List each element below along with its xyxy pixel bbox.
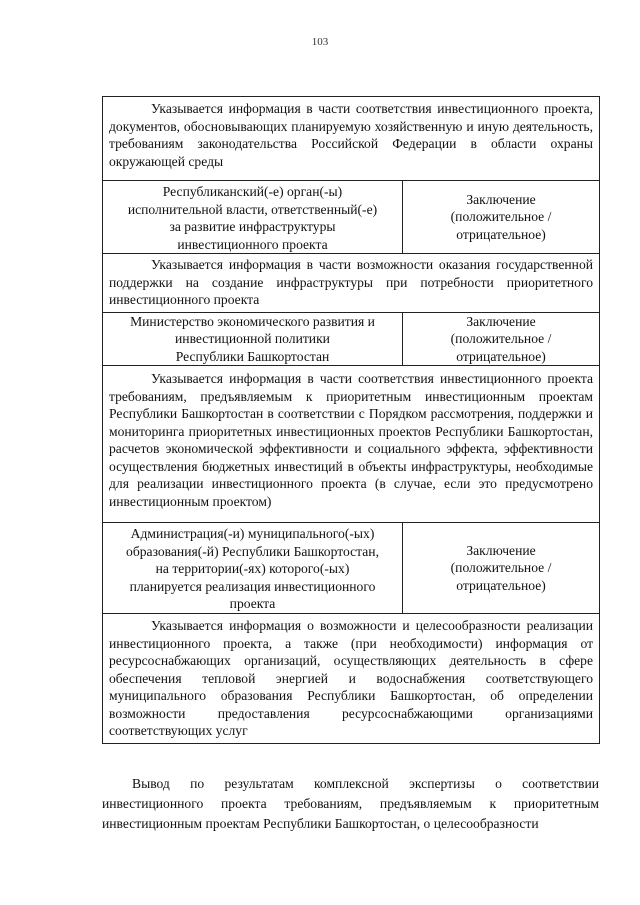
municipal-administration-cell bbox=[103, 523, 403, 614]
municipal-line-1: Администрация(-и) муниципального(-ых) bbox=[130, 526, 375, 541]
ministry-cell bbox=[103, 312, 403, 366]
info-row-resource-supply bbox=[103, 614, 600, 744]
republican-authority-cell bbox=[103, 181, 403, 254]
info-priority-requirements-text: Указывается информация в части соответствия инвестиционного проекта требованиям, предъявляемым к приоритетным инвестиционным проектам Республики Башкортостан в соответствии с Порядком рассмотрения, поддержки и мониторинга приоритетных инвестиционных проектов Республики Башкортостан, расчетов экономической эффективности и социального эффекта, эффективности осуществления бюджетных инвестиций в объекты инфраструктуры, необходимые для реализации инвестиционного проекта (в случае, если это предусмотрено инвестиционным проектом) bbox=[103, 366, 600, 523]
expertise-form-table bbox=[102, 96, 600, 744]
conclusion-negative: отрицательное) bbox=[456, 577, 546, 593]
conclusion-paragraph: Вывод по результатам комплексной экспертизы о соответствии инвестиционного проекта требованиям, предъявляемым к приоритетным инвестиционным проектам Республики Башкортостан, о целесообразности bbox=[102, 775, 599, 831]
municipal-line-4: планируется реализация инвестиционного bbox=[129, 578, 376, 594]
ministry-line-2: инвестиционной политики bbox=[175, 331, 330, 346]
conclusion-positive: (положительное / bbox=[450, 560, 552, 576]
conclusion-label: Заключение bbox=[466, 191, 536, 207]
conclusion-cell-ministry bbox=[403, 312, 600, 366]
municipal-line-2: образования(-й) Республики Башкортостан, bbox=[126, 543, 379, 559]
authority-row-ministry bbox=[103, 312, 600, 366]
conclusion-label: Заключение bbox=[466, 313, 536, 329]
municipal-line-5: проекта bbox=[229, 596, 276, 611]
republican-authority-line-2: исполнительной власти, ответственный(-е) bbox=[127, 201, 378, 217]
municipal-line-3: на территории(-ях) которого(-ых) bbox=[155, 561, 350, 576]
info-row-state-support bbox=[103, 254, 600, 313]
authority-row-municipal bbox=[103, 523, 600, 614]
conclusion-negative: отрицательное) bbox=[456, 348, 546, 364]
page-number: 103 bbox=[311, 36, 329, 48]
info-state-support-text: Указывается информация в части возможности оказания государственной поддержки на создание инфраструктуры при потребности приоритетного инвестиционного проекта bbox=[103, 254, 600, 313]
ministry-line-3: Республики Башкортостан bbox=[175, 348, 330, 364]
conclusion-label: Заключение bbox=[466, 542, 536, 558]
conclusion-cell-municipal bbox=[403, 523, 600, 614]
conclusion-positive: (положительное / bbox=[450, 209, 552, 225]
conclusion-cell-republican bbox=[403, 181, 600, 254]
info-environment-text: Указывается информация в части соответствия инвестиционного проекта, документов, обосновывающих планируемую хозяйственную и иную деятельность, требованиям законодательства Российской Федерации в области охраны окружающей среды bbox=[103, 97, 600, 181]
info-resource-supply-text: Указывается информация о возможности и целесообразности реализации инвестиционного проекта, а также (при необходимости) информация от ресурсоснабжающих организаций, осуществляющих деятельность в сфере обеспечения тепловой энергией и водоснабжения соответствующего муниципального образования Республики Башкортостан, об определении возможности предоставления ресурсоснабжающими организациями соответствующих услуг bbox=[103, 614, 600, 744]
info-row-environment bbox=[103, 97, 600, 181]
conclusion-negative: отрицательное) bbox=[456, 226, 546, 242]
republican-authority-line-4: инвестиционного проекта bbox=[177, 236, 328, 252]
ministry-line-1: Министерство экономического развития и bbox=[130, 313, 375, 329]
republican-authority-line-3: за развитие инфраструктуры bbox=[169, 219, 336, 234]
conclusion-positive: (положительное / bbox=[450, 331, 552, 346]
authority-row-infrastructure bbox=[103, 181, 600, 254]
republican-authority-line-1: Республиканский(-е) орган(-ы) bbox=[162, 184, 343, 199]
info-row-priority-requirements bbox=[103, 366, 600, 523]
